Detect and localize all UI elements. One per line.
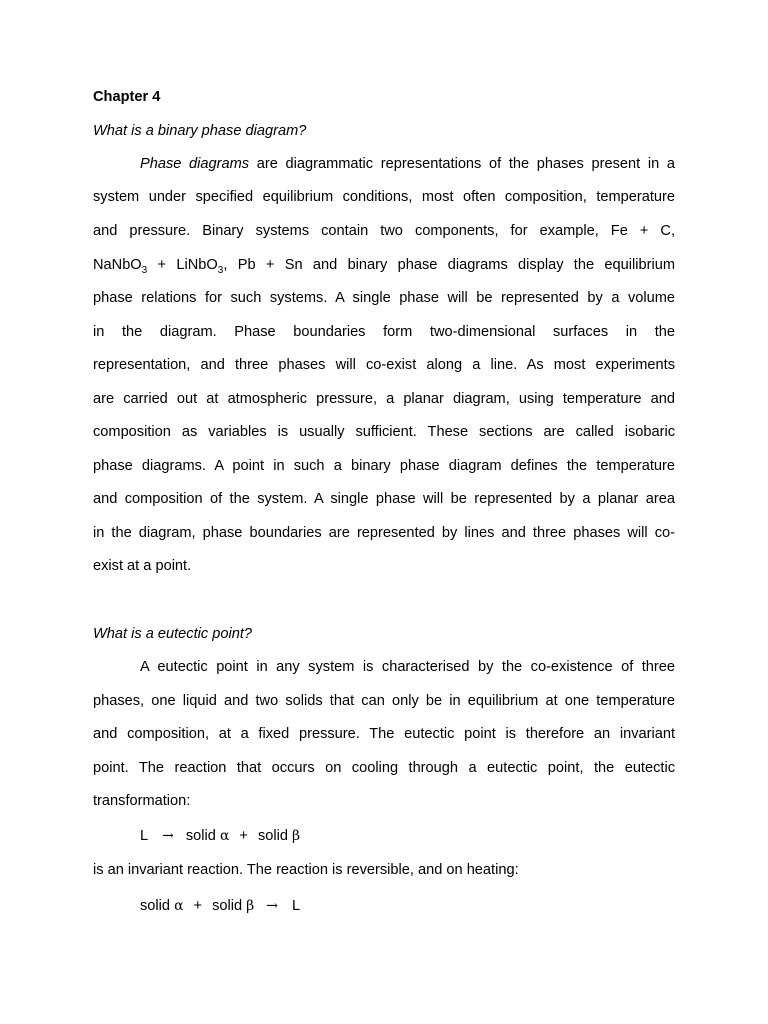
alpha-symbol: α bbox=[219, 828, 230, 844]
paragraph-line: point. The reaction that occurs on cooling through a eutectic point, the eutectic bbox=[93, 760, 675, 776]
plus-sign: + bbox=[193, 898, 203, 914]
chapter-heading: Chapter 4 bbox=[93, 89, 161, 105]
equation-reactant: L bbox=[140, 828, 149, 844]
paragraph-line: and composition of the system. A single phase will be represented by a planar area bbox=[93, 491, 675, 507]
reaction-arrow: → bbox=[162, 828, 174, 844]
reaction-arrow: → bbox=[266, 898, 278, 914]
paragraph-line: representation, and three phases will co-exist along a line. As most experiments bbox=[93, 357, 675, 373]
paragraph-line bbox=[93, 256, 675, 274]
equation-term-text: solid bbox=[257, 828, 293, 844]
paragraph-line: phases, one liquid and two solids that can only be in equilibrium at one temperature bbox=[93, 693, 675, 709]
paragraph-line: system under specified equilibrium conditions, most often composition, temperature bbox=[93, 189, 675, 205]
subscript: 3 bbox=[217, 264, 224, 276]
beta-symbol: β bbox=[246, 898, 255, 914]
paragraph-line bbox=[140, 155, 675, 173]
emphasized-term: Phase diagrams bbox=[140, 156, 250, 172]
subscript: 3 bbox=[141, 264, 148, 276]
paragraph-line: exist at a point. bbox=[93, 558, 192, 574]
section-heading-binary-phase-diagram: What is a binary phase diagram? bbox=[93, 123, 307, 139]
formula-text: NaNbO bbox=[93, 257, 142, 273]
section-heading-eutectic-point: What is a eutectic point? bbox=[93, 626, 252, 642]
equation-term-text: solid bbox=[212, 898, 247, 914]
paragraph-line: A eutectic point in any system is characterised by the co-existence of three bbox=[140, 659, 675, 675]
alpha-symbol: α bbox=[174, 898, 184, 914]
paragraph-line: is an invariant reaction. The reaction is reversible, and on heating: bbox=[93, 862, 519, 878]
equation-product: L bbox=[291, 898, 301, 914]
paragraph-line: and composition, at a fixed pressure. The eutectic point is therefore an invariant bbox=[93, 726, 675, 742]
paragraph-line: transformation: bbox=[93, 793, 191, 809]
eutectic-heating-equation bbox=[140, 897, 300, 915]
plus-sign: + bbox=[239, 828, 248, 844]
paragraph-line: and pressure. Binary systems contain two components, for example, Fe + C, bbox=[93, 223, 675, 239]
line-text: , Pb + Sn and binary phase diagrams display the equilibrium bbox=[223, 257, 675, 273]
paragraph-line: composition as variables is usually sufficient. These sections are called isobaric bbox=[93, 424, 675, 440]
paragraph-line: in the diagram, phase boundaries are represented by lines and three phases will co- bbox=[93, 525, 675, 541]
paragraph-line: in the diagram. Phase boundaries form two-dimensional surfaces in the bbox=[93, 324, 675, 340]
paragraph-line: phase relations for such systems. A single phase will be represented by a volume bbox=[93, 290, 675, 306]
paragraph-line: are carried out at atmospheric pressure, a planar diagram, using temperature and bbox=[93, 391, 675, 407]
formula-text: + LiNbO bbox=[147, 257, 218, 273]
line-text: are diagrammatic representations of the phases present in a bbox=[249, 156, 675, 172]
beta-symbol: β bbox=[292, 828, 301, 844]
equation-term-text: solid bbox=[140, 898, 175, 914]
equation-term-text: solid bbox=[185, 828, 220, 844]
eutectic-cooling-equation bbox=[140, 827, 300, 845]
paragraph-line: phase diagrams. A point in such a binary phase diagram defines the temperature bbox=[93, 458, 675, 474]
